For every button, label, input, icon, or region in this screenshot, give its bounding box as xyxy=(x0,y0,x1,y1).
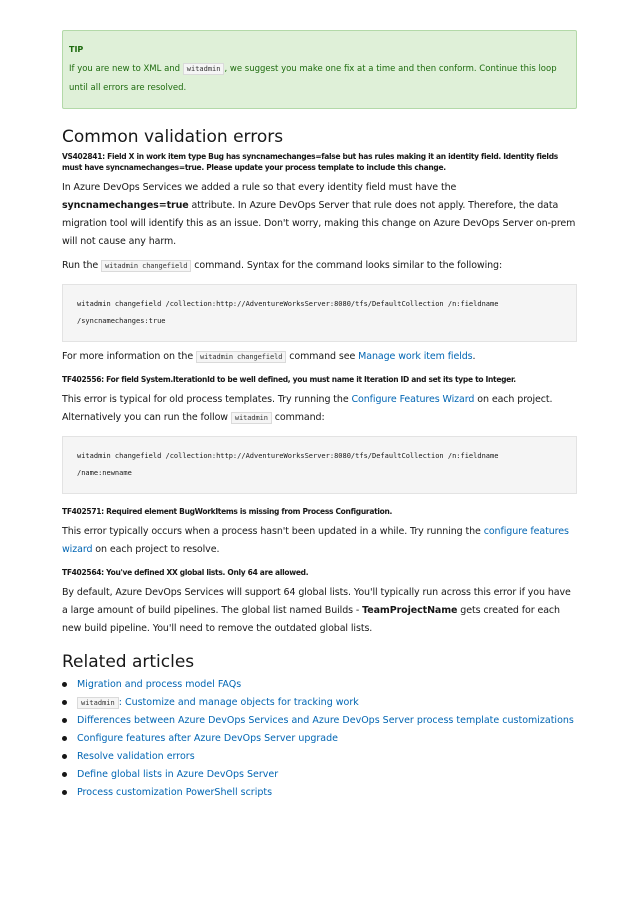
link-configure-features-wizard[interactable]: Configure Features Wizard xyxy=(351,394,475,405)
tip-text-after: , we suggest you make one fix at a time and then conform. Continue this loop until all errors are resolved. xyxy=(69,64,557,93)
section-heading-common-errors: Common validation errors xyxy=(62,127,284,147)
section-heading-related-articles: Related articles xyxy=(62,652,195,672)
bullet-icon xyxy=(62,790,67,795)
text: command: xyxy=(271,412,325,423)
list-item xyxy=(62,784,577,802)
text: This error is typical for old process templates. Try running the xyxy=(62,394,352,405)
tip-text xyxy=(69,60,564,98)
inline-code: witadmin xyxy=(77,697,119,709)
link-resolve-validation-errors[interactable]: Resolve validation errors xyxy=(77,751,195,762)
link-powershell-scripts[interactable]: Process customization PowerShell scripts xyxy=(77,787,273,798)
link-configure-features-upgrade[interactable]: Configure features after Azure DevOps Server upgrade xyxy=(77,733,339,744)
paragraph xyxy=(62,179,577,251)
text: gets created for each new build pipeline. You'll need to remove the outdated global lists. xyxy=(62,605,560,634)
link-configure-features-wizard[interactable]: configure features wizard xyxy=(62,526,569,555)
text: on each project. Alternatively you can run the follow xyxy=(62,394,553,423)
bullet-icon xyxy=(62,772,67,777)
code-line: /syncnamechanges:true xyxy=(77,317,166,325)
code-line: witadmin changefield /collection:http://AdventureWorksServer:8080/tfs/DefaultCollection /n:fieldname xyxy=(77,452,499,460)
text: By default, Azure DevOps Services will support 64 global lists. You'll typically run across this error if you have a large amount of build pipelines. The global list named Builds - xyxy=(62,587,571,616)
error-title-tf402556: TF402556: For field System.IterationId to be well defined, you must name it Iteration ID and set its type to Integer. xyxy=(62,375,516,384)
paragraph xyxy=(62,584,577,638)
text: . xyxy=(472,351,476,362)
tip-callout xyxy=(62,30,577,109)
text: command see xyxy=(286,351,359,362)
link-witadmin-customize[interactable]: : Customize and manage objects for tracking work xyxy=(118,697,359,708)
paragraph xyxy=(62,523,577,559)
text: command. Syntax for the command looks similar to the following: xyxy=(191,260,503,271)
code-line: witadmin changefield /collection:http://AdventureWorksServer:8080/tfs/DefaultCollection /n:fieldname xyxy=(77,300,499,308)
link-migration-faqs[interactable]: Migration and process model FAQs xyxy=(77,679,242,690)
link-manage-work-item-fields[interactable]: Manage work item fields xyxy=(358,351,473,362)
link-define-global-lists[interactable]: Define global lists in Azure DevOps Server xyxy=(77,769,279,780)
text: attribute. In Azure DevOps Server that rule does not apply. Therefore, the data migration tool will identify this as an issue. Don't worry, making this change on Azure DevOps Server on-prem will not cause any harm. xyxy=(62,200,576,247)
text: In Azure DevOps Services we added a rule so that every identity field must have the xyxy=(62,182,457,193)
inline-code: witadmin changefield xyxy=(101,260,191,272)
bold-text: syncnamechanges=true xyxy=(62,200,189,211)
paragraph xyxy=(62,257,577,275)
bullet-icon xyxy=(62,682,67,687)
bold-text: TeamProjectName xyxy=(362,605,458,616)
code-line: /name:newname xyxy=(77,469,132,477)
error-title-tf402564: TF402564: You've defined XX global lists. Only 64 are allowed. xyxy=(62,568,309,577)
tip-text-before: If you are new to XML and xyxy=(69,64,183,74)
bullet-icon xyxy=(62,718,67,723)
document-page xyxy=(62,30,577,802)
list-item xyxy=(62,748,577,766)
error-title-tf402571: TF402571: Required element BugWorkItems is missing from Process Configuration. xyxy=(62,507,393,516)
tip-title: TIP xyxy=(69,45,84,54)
paragraph xyxy=(62,391,577,427)
list-item xyxy=(62,676,577,694)
text: Run the xyxy=(62,260,102,271)
text: This error typically occurs when a process hasn't been updated in a while. Try running the xyxy=(62,526,484,537)
code-block xyxy=(62,436,577,494)
bullet-icon xyxy=(62,736,67,741)
tip-inline-code: witadmin xyxy=(183,63,225,75)
paragraph xyxy=(62,348,577,366)
list-item xyxy=(62,712,577,730)
error-title-vs402841: VS402841: Field X in work item type Bug has syncnamechanges=false but has rules making it an identity field. Identity fields must have syncnamechanges=true. Please update your process template to include this change. xyxy=(62,152,558,172)
text: For more information on the xyxy=(62,351,197,362)
list-item xyxy=(62,730,577,748)
bullet-icon xyxy=(62,754,67,759)
code-block xyxy=(62,284,577,342)
bullet-icon xyxy=(62,700,67,705)
related-articles-list xyxy=(62,676,577,802)
inline-code: witadmin xyxy=(231,412,272,424)
link-differences[interactable]: Differences between Azure DevOps Services and Azure DevOps Server process template customizations xyxy=(77,715,574,726)
list-item xyxy=(62,694,577,712)
inline-code: witadmin changefield xyxy=(196,351,286,363)
text: on each project to resolve. xyxy=(92,544,220,555)
list-item xyxy=(62,766,577,784)
